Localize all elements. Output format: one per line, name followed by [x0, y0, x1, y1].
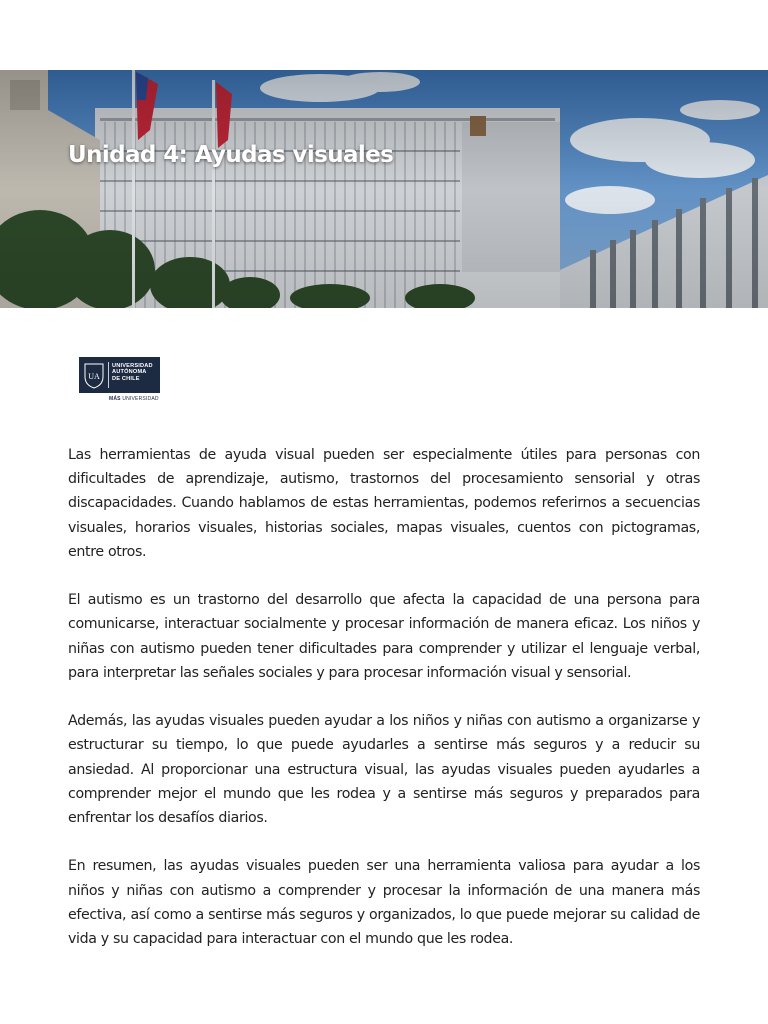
campus-photo	[0, 70, 768, 308]
page-title: Unidad 4: Ayudas visuales	[68, 142, 394, 168]
university-logo	[79, 357, 161, 403]
tagline-rest: UNIVERSIDAD	[122, 396, 159, 402]
body-text	[68, 443, 700, 975]
shield-icon	[83, 361, 105, 389]
logo-divider	[108, 362, 109, 388]
paragraph-4: En resumen, las ayudas visuales pueden ser una herramienta valiosa para ayudar a los niños y niñas con autismo a comprender y procesar la información de una manera más efectiva, así como a sentirse más seguros y organizados, lo que puede mejorar su calidad de vida y su capacidad para interactuar con el mundo que les rodea.	[68, 858, 700, 948]
logo-tagline	[109, 396, 159, 402]
paragraph-2: El autismo es un trastorno del desarrollo que afecta la capacidad de una persona para comunicarse, interactuar socialmente y procesar información de manera eficaz. Los niños y niñas con autismo pueden tener dificultades para comprender y utilizar el lenguaje verbal, para interpretar las señales sociales y para procesar información visual y sensorial.	[68, 592, 700, 681]
paragraph-3: Además, las ayudas visuales pueden ayudar a los niños y niñas con autismo a organizarse y estructurar su tiempo, lo que puede ayudarles a sentirse más seguros y a reducir su ansiedad. Al proporcionar una estructura visual, las ayudas visuales pueden ayudarles a comprender mejor el mundo que les rodea y a sentirse más seguros y preparados para enfrentar los desafíos diarios.	[68, 713, 700, 827]
logo-badge	[79, 357, 160, 393]
logo-initials: UA	[88, 372, 100, 381]
paragraph-1: Las herramientas de ayuda visual pueden ser especialmente útiles para personas con dificultades de aprendizaje, autismo, trastornos del procesamiento sensorial y otras discapacidades. Cuando hablamos de estas herramientas, podemos referirnos a secuencias visuales, horarios visuales, historias sociales, mapas visuales, cuentos con pictogramas, entre otros.	[68, 447, 700, 560]
header-banner	[0, 70, 768, 308]
tagline-bold: MÁS	[109, 396, 121, 402]
logo-name: UNIVERSIDAD AUTÓNOMA DE CHILE	[112, 363, 153, 382]
